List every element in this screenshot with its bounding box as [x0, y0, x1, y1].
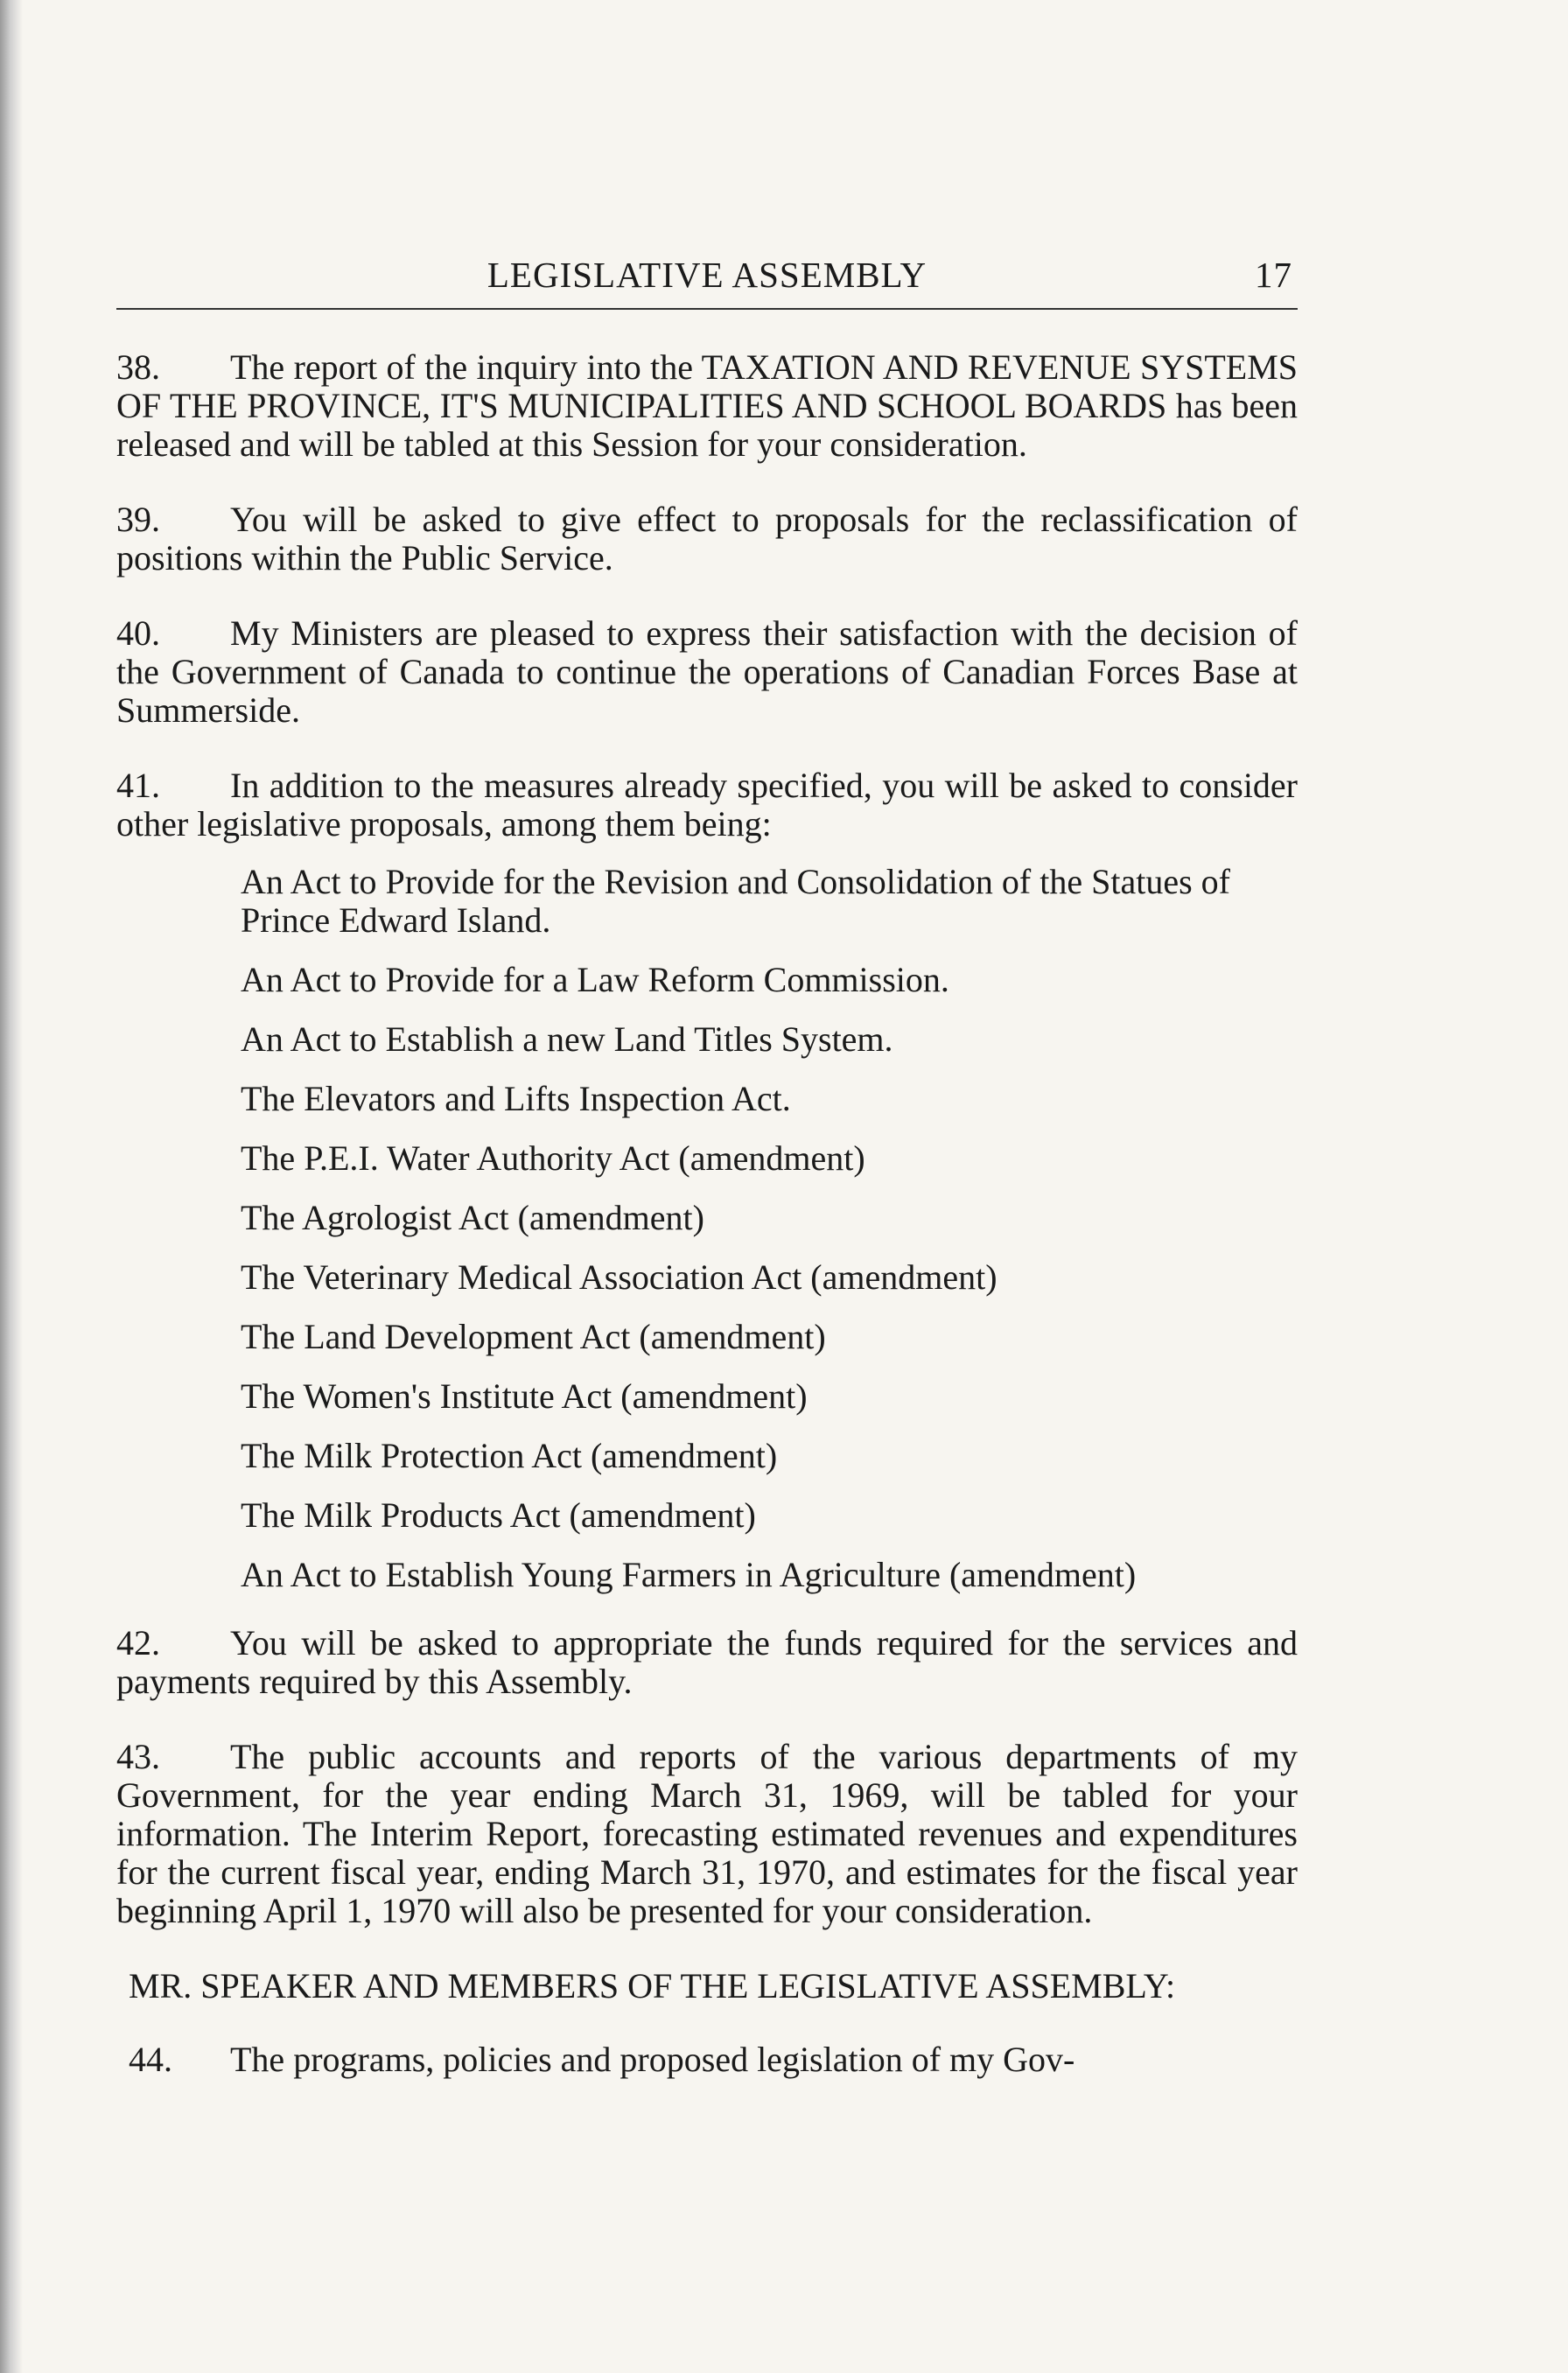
list-item: An Act to Establish Young Farmers in Agriculture (amendment): [241, 1555, 1137, 1594]
paragraph-number: 39.: [116, 500, 160, 539]
list-item: The Agrologist Act (amendment): [241, 1198, 704, 1237]
list-item: The Women's Institute Act (amendment): [241, 1376, 808, 1416]
paragraph-42: [116, 1624, 1298, 1701]
list-item: An Act to Provide for the Revision and Consolidation of the Statues of Prince Edward Island.: [241, 862, 1230, 940]
paragraph-text: The programs, policies and proposed legislation of my Gov-: [230, 2040, 1075, 2079]
list-item: An Act to Provide for a Law Reform Commission.: [241, 960, 949, 999]
legislative-proposals-list: [241, 863, 1298, 1594]
list-item: An Act to Establish a new Land Titles System.: [241, 1019, 893, 1059]
list-item: The Milk Protection Act (amendment): [241, 1436, 778, 1475]
paragraph-number: 42.: [116, 1623, 160, 1662]
paragraph-40: [116, 614, 1298, 730]
paragraph-number: 44.: [129, 2040, 172, 2079]
list-item: The Milk Products Act (amendment): [241, 1495, 756, 1535]
paragraph-43: [116, 1738, 1298, 1930]
list-item: The Land Development Act (amendment): [241, 1317, 826, 1356]
document-page: [116, 254, 1298, 2116]
paragraph-44: [116, 2040, 1298, 2079]
list-item: The Veterinary Medical Association Act (amendment): [241, 1257, 998, 1297]
address-heading: MR. SPEAKER AND MEMBERS OF THE LEGISLATIVE ASSEMBLY:: [129, 1966, 1176, 2006]
page-edge-shadow: [0, 0, 23, 2373]
paragraph-text: You will be asked to appropriate the funds required for the services and payments required by this Assembly.: [116, 1623, 1298, 1701]
paragraph-text: My Ministers are pleased to express their satisfaction with the decision of the Government of Canada to continue the operations of Canadian Forces Base at Summerside.: [116, 613, 1298, 730]
list-item: The P.E.I. Water Authority Act (amendment): [241, 1138, 865, 1178]
paragraph-number: 41.: [116, 766, 160, 805]
paragraph-number: 38.: [116, 347, 160, 387]
paragraph-text: The public accounts and reports of the various departments of my Government, for the year ending March 31, 1969, will be tabled for your information. The Interim Report, forecasting estimated revenues and expenditures for the current fiscal year, ending March 31, 1970, and estimates for the fiscal year beginning April 1, 1970 will also be presented for your consideration.: [116, 1737, 1298, 1930]
paragraph-number: 40.: [116, 613, 160, 653]
running-head-title: LEGISLATIVE ASSEMBLY: [486, 255, 928, 295]
paragraph-38: [116, 348, 1298, 464]
paragraph-39: [116, 500, 1298, 578]
page-number: 17: [1255, 255, 1292, 295]
paragraph-number: 43.: [116, 1737, 160, 1776]
paragraph-41: [116, 766, 1298, 844]
running-head: [116, 254, 1298, 308]
paragraph-text: In addition to the measures already specified, you will be asked to consider other legislative proposals, among them being:: [116, 766, 1298, 844]
header-rule: [116, 308, 1298, 310]
paragraph-text: The report of the inquiry into the TAXATION AND REVENUE SYSTEMS OF THE PROVINCE, IT'S MUNICIPALITIES AND SCHOOL BOARDS has been released and will be tabled at this Session for your consideration.: [116, 347, 1298, 464]
paragraph-text: You will be asked to give effect to proposals for the reclassification of positions within the Public Service.: [116, 500, 1298, 578]
list-item: The Elevators and Lifts Inspection Act.: [241, 1079, 791, 1118]
